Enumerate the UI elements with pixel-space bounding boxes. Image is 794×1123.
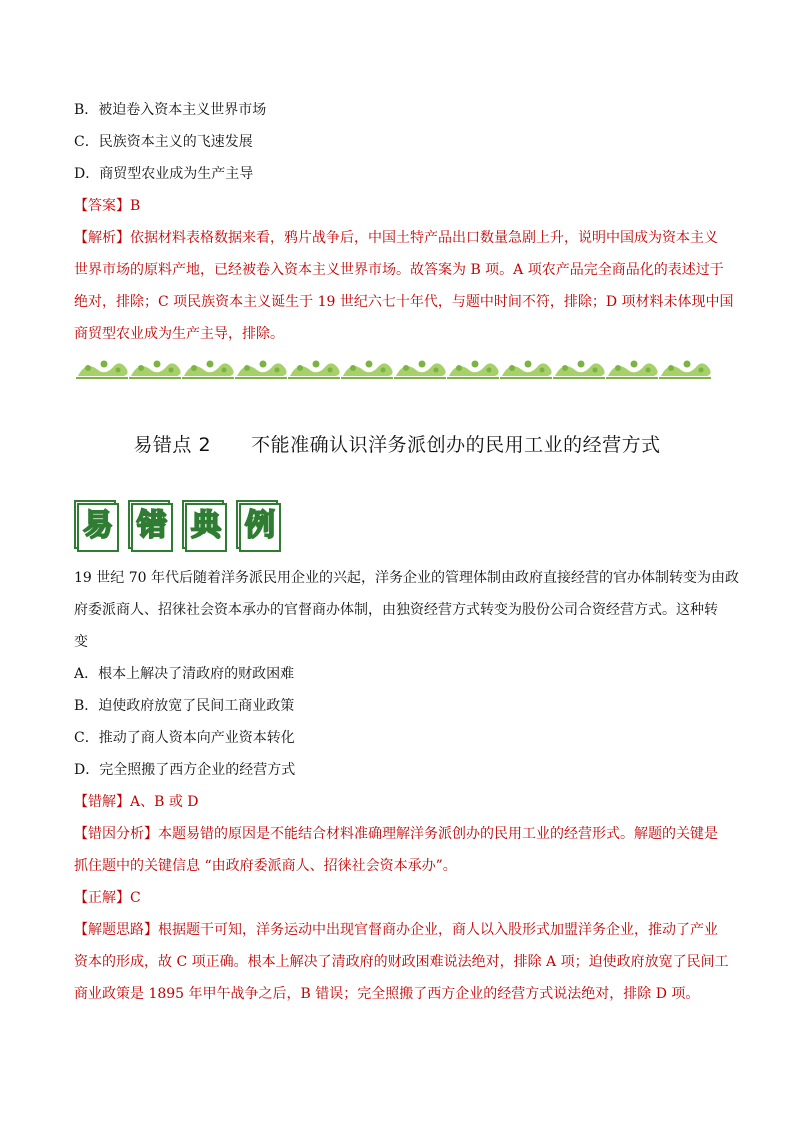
answer-1: 【答案】B xyxy=(74,198,141,214)
option-a: A．根本上解决了清政府的财政困难 xyxy=(74,666,295,682)
analysis-1-line-1 xyxy=(74,222,724,254)
solution-line-1 xyxy=(74,914,724,946)
section-heading xyxy=(0,430,794,457)
option-c: C．推动了商人资本向产业资本转化 xyxy=(74,730,295,746)
heading-title: 不能准确认识洋务派创办的民用工业的经营方式 xyxy=(251,434,661,456)
error-analysis-tag: 【错因分析】 xyxy=(74,826,158,842)
typical-example-badge xyxy=(74,500,286,558)
question-line-3: 变 xyxy=(74,634,88,650)
solution-line-2: 资本的形成，故 C 项正确。根本上解决了清政府的财政困难说法绝对，排除 A 项；迫使政府放宽了民间工 xyxy=(74,954,729,970)
solution-text: 根据题干可知，洋务运动中出现官督商办企业，商人以入股形式加盟洋务企业，推动了产业 xyxy=(158,922,718,938)
analysis-text: 依据材料表格数据来看，鸦片战争后，中国土特产品出口数量急剧上升，说明中国成为资本主义 xyxy=(130,230,718,246)
option-c-top: C．民族资本主义的飞速发展 xyxy=(74,134,253,150)
option-d: D．完全照搬了西方企业的经营方式 xyxy=(74,762,296,778)
analysis-1-line-3: 绝对，排除；C 项民族资本主义诞生于 19 世纪六七十年代，与题中时间不符，排除；D 项材料未体现中国 xyxy=(74,294,734,310)
analysis-1-line-2: 世界市场的原料产地，已经被卷入资本主义世界市场。故答案为 B 项。A 项农产品完全商品化的表述过于 xyxy=(74,262,724,278)
stamp-char-3: 典 xyxy=(182,500,230,554)
error-analysis-line-2: 抓住题中的关键信息 “由政府委派商人、招徕社会资本承办”。 xyxy=(74,858,457,874)
stamp-char-2: 错 xyxy=(128,500,176,554)
option-b-top: B．被迫卷入资本主义世界市场 xyxy=(74,102,267,118)
stamp-char-1: 易 xyxy=(74,500,122,554)
question-line-1: 19 世纪 70 年代后随着洋务派民用企业的兴起，洋务企业的管理体制由政府直接经营的官办体制转变为由政 xyxy=(74,570,739,586)
stamp-char-4: 例 xyxy=(236,500,284,554)
solution-tag: 【解题思路】 xyxy=(74,922,158,938)
analysis-tag: 【解析】 xyxy=(74,230,130,246)
ornament-divider xyxy=(76,356,718,382)
analysis-1-line-4: 商贸型农业成为生产主导，排除。 xyxy=(74,326,284,342)
error-analysis-text: 本题易错的原因是不能结合材料准确理解洋务派创办的民用工业的经营形式。解题的关键是 xyxy=(158,826,718,842)
solution-line-3: 商业政策是 1895 年甲午战争之后，B 错误；完全照搬了西方企业的经营方式说法绝对，排除 D 项。 xyxy=(74,986,700,1002)
question-line-2: 府委派商人、招徕社会资本承办的官督商办体制，由独资经营方式转变为股份公司合资经营方式。这种转 xyxy=(74,602,718,618)
option-b: B．迫使政府放宽了民间工商业政策 xyxy=(74,698,295,714)
wrong-answer: 【错解】A、B 或 D xyxy=(74,794,199,810)
error-analysis-line-1 xyxy=(74,818,724,850)
correct-answer: 【正解】C xyxy=(74,890,141,906)
heading-label: 易错点 2 xyxy=(133,434,212,456)
option-d-top: D．商贸型农业成为生产主导 xyxy=(74,166,254,182)
